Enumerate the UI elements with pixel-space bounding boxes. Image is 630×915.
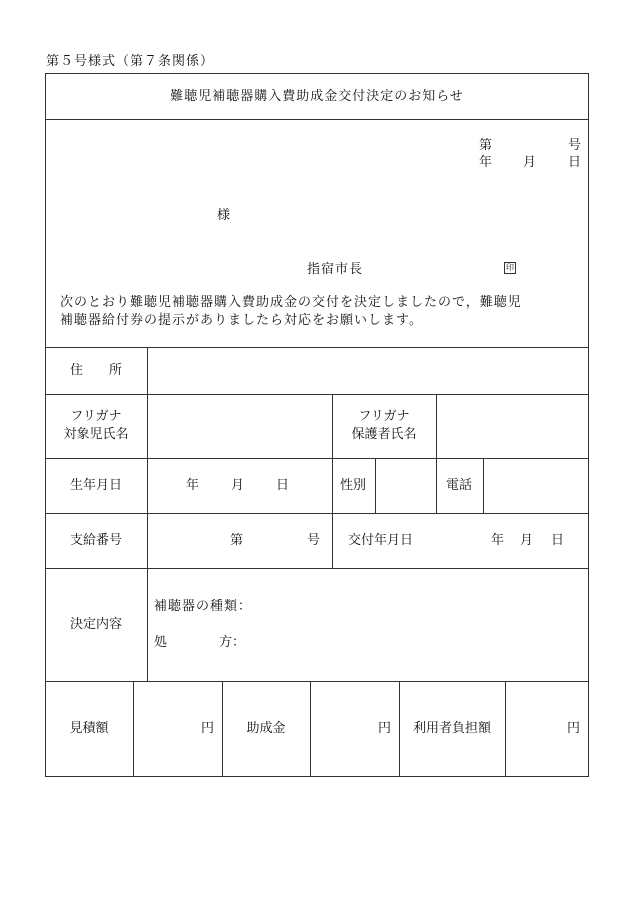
- birth-year: 年: [186, 478, 200, 493]
- issue-day: 日: [551, 533, 565, 548]
- user-burden-yen: 円: [566, 721, 580, 736]
- issuer-name: 指宿市長: [307, 262, 364, 277]
- form-number: 第５号様式（第７条関係）: [46, 54, 215, 69]
- address-label: 住 所: [69, 363, 122, 378]
- issue-month: 月: [520, 533, 534, 548]
- birth-month: 月: [231, 478, 245, 493]
- furigana-label-child: フリガナ: [70, 409, 122, 424]
- notice-date-year: 年: [479, 155, 493, 170]
- payment-no-prefix: 第: [230, 533, 244, 548]
- prescription-label: 処 方：: [154, 635, 246, 650]
- estimate-yen: 円: [200, 721, 214, 736]
- subsidy-yen: 円: [377, 721, 391, 736]
- user-burden-label: 利用者負担額: [412, 721, 491, 736]
- notice-body-line2: 補聴器給付券の提示がありましたら対応をお願いします。: [60, 313, 423, 328]
- notice-no-prefix: 第: [479, 138, 493, 153]
- birth-day: 日: [276, 478, 290, 493]
- notice-date-day: 日: [568, 155, 582, 170]
- guardian-name-label: 保護者氏名: [351, 427, 417, 442]
- issue-year: 年: [491, 533, 505, 548]
- sex-label: 性別: [340, 478, 367, 493]
- furigana-label-guardian: フリガナ: [358, 409, 410, 424]
- seal-mark: 印: [506, 263, 514, 272]
- birth-date-label: 生年月日: [69, 478, 122, 493]
- payment-no-suffix: 号: [307, 533, 321, 548]
- notice-body-line1: 次のとおり難聴児補聴器購入費助成金の交付を決定しましたので，難聴児: [60, 295, 522, 310]
- phone-label: 電話: [446, 478, 473, 493]
- decision-label: 決定内容: [69, 617, 122, 632]
- child-name-label: 対象児氏名: [63, 427, 129, 442]
- estimate-label: 見積額: [69, 721, 109, 736]
- payment-no-label: 支給番号: [69, 533, 122, 548]
- notice-date-month: 月: [523, 155, 537, 170]
- addressee-suffix: 様: [217, 208, 231, 223]
- subsidy-label: 助成金: [246, 721, 286, 736]
- notice-no-suffix: 号: [568, 138, 582, 153]
- issue-date-label: 交付年月日: [348, 533, 414, 548]
- form-title: 難聴児補聴器購入費助成金交付決定のお知らせ: [170, 89, 464, 104]
- hearing-aid-type-label: 補聴器の種類：: [154, 599, 253, 614]
